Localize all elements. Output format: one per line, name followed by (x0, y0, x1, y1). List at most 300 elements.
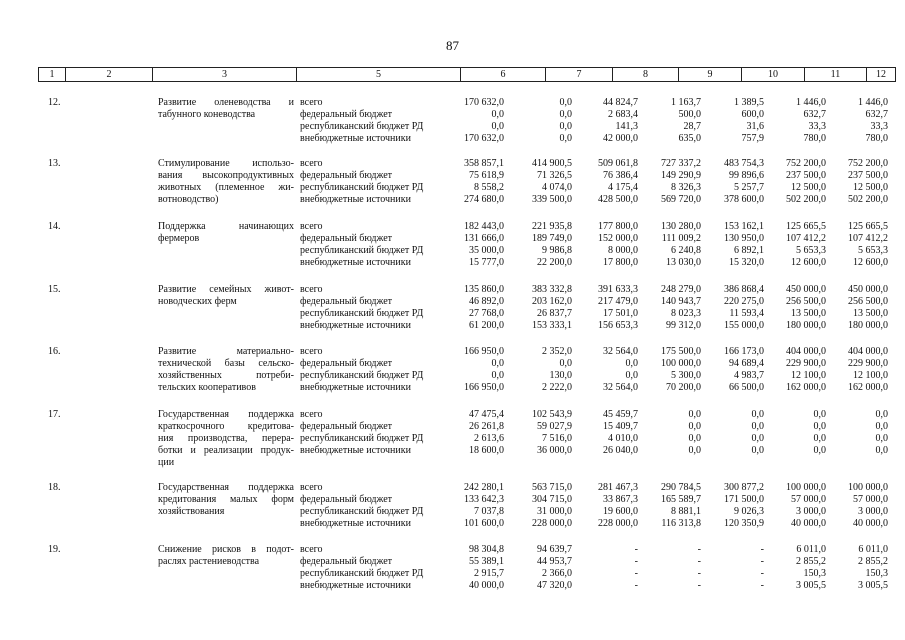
value-cell: 32 564,0 (603, 382, 638, 393)
funding-line (0, 194, 905, 206)
value-cell: 0,0 (559, 133, 572, 144)
value-cell: 5 300,0 (671, 370, 701, 381)
value-cell: 141,3 (615, 121, 638, 132)
row-name-line: Стимулирование использо- (158, 158, 294, 169)
row-number: 13. (48, 158, 61, 169)
value-cell: 40 000,0 (469, 580, 504, 591)
funding-source: всего (300, 482, 323, 493)
funding-line (0, 409, 905, 421)
value-cell: 4 983,7 (734, 370, 764, 381)
row-name-line: раслях растениеводства (158, 556, 260, 567)
row-name-line: Государственная поддержка (158, 482, 294, 493)
value-cell: 6 892,1 (734, 245, 764, 256)
value-cell: 150,3 (803, 568, 826, 579)
value-cell: 94 689,4 (729, 358, 764, 369)
value-cell: 166 950,0 (464, 346, 504, 357)
value-cell: 727 337,2 (661, 158, 701, 169)
value-cell: 155 000,0 (724, 320, 764, 331)
value-cell: 26 837,7 (537, 308, 572, 319)
value-cell: 32 564,0 (603, 346, 638, 357)
value-cell: 509 061,8 (598, 158, 638, 169)
funding-source: федеральный бюджет (300, 170, 393, 181)
funding-source: внебюджетные источники (300, 320, 411, 331)
value-cell: 180 000,0 (786, 320, 826, 331)
header-cell: 8 (613, 68, 679, 81)
funding-source: республиканский бюджет РД (300, 308, 424, 319)
value-cell: - (760, 544, 764, 555)
value-cell: 2 915,7 (474, 568, 504, 579)
value-cell: 162 000,0 (848, 382, 888, 393)
value-cell: 632,7 (803, 109, 826, 120)
value-cell: 1 389,5 (734, 97, 764, 108)
value-cell: 5 653,3 (858, 245, 888, 256)
value-cell: 26 040,0 (603, 445, 638, 456)
value-cell: 229 900,0 (848, 358, 888, 369)
value-cell: 221 935,8 (532, 221, 572, 232)
value-cell: 500,0 (678, 109, 701, 120)
value-cell: 4 010,0 (608, 433, 638, 444)
value-cell: 13 500,0 (853, 308, 888, 319)
value-cell: 0,0 (491, 121, 504, 132)
value-cell: 149 290,9 (661, 170, 701, 181)
funding-source: внебюджетные источники (300, 257, 411, 268)
value-cell: 7 037,8 (474, 506, 504, 517)
value-cell: - (697, 556, 701, 567)
funding-source: всего (300, 158, 323, 169)
value-cell: 46 892,0 (469, 296, 504, 307)
value-cell: 3 000,0 (858, 506, 888, 517)
value-cell: 248 279,0 (661, 284, 701, 295)
row-name-line: Развитие семейных живот- (158, 284, 294, 295)
row-number: 14. (48, 221, 61, 232)
funding-line (0, 482, 905, 494)
value-cell: 13 030,0 (666, 257, 701, 268)
value-cell: 2 683,4 (608, 109, 638, 120)
value-cell: 15 409,7 (603, 421, 638, 432)
funding-source: внебюджетные источники (300, 580, 411, 591)
value-cell: 36 000,0 (537, 445, 572, 456)
value-cell: 0,0 (813, 409, 826, 420)
value-cell: 57 000,0 (791, 494, 826, 505)
value-cell: 166 173,0 (724, 346, 764, 357)
value-cell: 61 200,0 (469, 320, 504, 331)
value-cell: 256 500,0 (848, 296, 888, 307)
value-cell: 0,0 (559, 358, 572, 369)
row-name-line: Поддержка начинающих (158, 221, 294, 232)
value-cell: 450 000,0 (848, 284, 888, 295)
header-cell: 11 (805, 68, 867, 81)
value-cell: 2 613,6 (474, 433, 504, 444)
value-cell: 153 162,1 (724, 221, 764, 232)
value-cell: 116 313,8 (661, 518, 701, 529)
value-cell: 563 715,0 (532, 482, 572, 493)
value-cell: 2 222,0 (542, 382, 572, 393)
value-cell: 59 027,9 (537, 421, 572, 432)
value-cell: 2 855,2 (796, 556, 826, 567)
header-cell: 6 (461, 68, 546, 81)
funding-line (0, 158, 905, 170)
funding-line (0, 245, 905, 257)
header-cell: 10 (742, 68, 805, 81)
value-cell: 0,0 (751, 421, 764, 432)
funding-line (0, 506, 905, 518)
funding-line (0, 170, 905, 182)
funding-source: внебюджетные источники (300, 194, 411, 205)
funding-source: всего (300, 97, 323, 108)
funding-source: всего (300, 221, 323, 232)
value-cell: 100 000,0 (786, 482, 826, 493)
value-cell: 42 000,0 (603, 133, 638, 144)
funding-source: внебюджетные источники (300, 382, 411, 393)
funding-source: республиканский бюджет РД (300, 506, 424, 517)
funding-source: всего (300, 284, 323, 295)
value-cell: 0,0 (875, 409, 888, 420)
value-cell: 189 749,0 (532, 233, 572, 244)
funding-line (0, 580, 905, 592)
value-cell: 6 011,0 (858, 544, 888, 555)
value-cell: 6 240,8 (671, 245, 701, 256)
value-cell: 11 593,4 (729, 308, 764, 319)
value-cell: 131 666,0 (464, 233, 504, 244)
value-cell: 31 000,0 (537, 506, 572, 517)
value-cell: 55 389,1 (469, 556, 504, 567)
funding-source: всего (300, 409, 323, 420)
value-cell: 8 000,0 (608, 245, 638, 256)
value-cell: 12 100,0 (853, 370, 888, 381)
value-cell: 99 312,0 (666, 320, 701, 331)
value-cell: 414 900,5 (532, 158, 572, 169)
value-cell: 177 800,0 (598, 221, 638, 232)
value-cell: 256 500,0 (786, 296, 826, 307)
value-cell: 13 500,0 (791, 308, 826, 319)
value-cell: 111 009,2 (661, 233, 701, 244)
value-cell: 66 500,0 (729, 382, 764, 393)
header-cell: 9 (679, 68, 742, 81)
value-cell: 165 589,7 (661, 494, 701, 505)
row-number: 12. (48, 97, 61, 108)
value-cell: 7 516,0 (542, 433, 572, 444)
value-cell: 0,0 (491, 358, 504, 369)
value-cell: 483 754,3 (724, 158, 764, 169)
value-cell: 12 100,0 (791, 370, 826, 381)
value-cell: 102 543,9 (532, 409, 572, 420)
row-name-line: вания высокопродуктивных (158, 170, 294, 181)
value-cell: 99 896,6 (729, 170, 764, 181)
value-cell: 17 501,0 (603, 308, 638, 319)
value-cell: 156 653,3 (598, 320, 638, 331)
funding-source: республиканский бюджет РД (300, 121, 424, 132)
value-cell: 300 877,2 (724, 482, 764, 493)
funding-source: федеральный бюджет (300, 494, 393, 505)
row-number: 18. (48, 482, 61, 493)
value-cell: - (634, 544, 638, 555)
value-cell: 125 665,5 (848, 221, 888, 232)
value-cell: 569 720,0 (661, 194, 701, 205)
value-cell: - (697, 544, 701, 555)
value-cell: 33 867,3 (603, 494, 638, 505)
funding-source: республиканский бюджет РД (300, 568, 424, 579)
funding-line (0, 97, 905, 109)
row-number: 19. (48, 544, 61, 555)
value-cell: 15 320,0 (729, 257, 764, 268)
value-cell: 130 280,0 (661, 221, 701, 232)
value-cell: 290 784,5 (661, 482, 701, 493)
row-name-line: Развитие материально- (158, 346, 294, 357)
value-cell: 12 600,0 (853, 257, 888, 268)
value-cell: 220 275,0 (724, 296, 764, 307)
row-name-line: животных (племенное жи- (158, 182, 294, 193)
value-cell: 0,0 (751, 433, 764, 444)
value-cell: 100 000,0 (848, 482, 888, 493)
row-name-line: табунного коневодства (158, 109, 256, 120)
funding-line (0, 284, 905, 296)
row-name-line: Развитие оленеводства и (158, 97, 294, 108)
funding-source: федеральный бюджет (300, 358, 393, 369)
row-name-line: технической базы сельско- (158, 358, 294, 369)
value-cell: 0,0 (688, 409, 701, 420)
value-cell: 19 600,0 (603, 506, 638, 517)
value-cell: 1 163,7 (671, 97, 701, 108)
funding-line (0, 421, 905, 433)
value-cell: - (760, 556, 764, 567)
value-cell: 502 200,0 (848, 194, 888, 205)
value-cell: 107 412,2 (848, 233, 888, 244)
value-cell: 635,0 (678, 133, 701, 144)
value-cell: 153 333,1 (532, 320, 572, 331)
row-number: 15. (48, 284, 61, 295)
value-cell: 600,0 (741, 109, 764, 120)
value-cell: 404 000,0 (848, 346, 888, 357)
value-cell: 0,0 (751, 445, 764, 456)
funding-line (0, 182, 905, 194)
value-cell: 4 074,0 (542, 182, 572, 193)
value-cell: 33,3 (808, 121, 826, 132)
value-cell: 6 011,0 (796, 544, 826, 555)
value-cell: 0,0 (559, 97, 572, 108)
value-cell: 107 412,2 (786, 233, 826, 244)
funding-line (0, 221, 905, 233)
value-cell: 101 600,0 (464, 518, 504, 529)
value-cell: 404 000,0 (786, 346, 826, 357)
value-cell: 15 777,0 (469, 257, 504, 268)
value-cell: 40 000,0 (791, 518, 826, 529)
value-cell: 391 633,3 (598, 284, 638, 295)
page-number: 87 (446, 38, 459, 53)
value-cell: 175 500,0 (661, 346, 701, 357)
value-cell: 0,0 (875, 445, 888, 456)
value-cell: 182 443,0 (464, 221, 504, 232)
row-name-line: кредитования малых форм (158, 494, 294, 505)
value-cell: 0,0 (625, 370, 638, 381)
value-cell: 632,7 (865, 109, 888, 120)
value-cell: 120 350,9 (724, 518, 764, 529)
value-cell: 242 280,1 (464, 482, 504, 493)
value-cell: 1 446,0 (796, 97, 826, 108)
value-cell: 28,7 (683, 121, 701, 132)
funding-source: федеральный бюджет (300, 556, 393, 567)
value-cell: 339 500,0 (532, 194, 572, 205)
value-cell: 27 768,0 (469, 308, 504, 319)
value-cell: 170 632,0 (464, 133, 504, 144)
value-cell: 0,0 (688, 445, 701, 456)
row-name-line: тельских кооперативов (158, 382, 256, 393)
value-cell: 94 639,7 (537, 544, 572, 555)
value-cell: 304 715,0 (532, 494, 572, 505)
funding-line (0, 358, 905, 370)
value-cell: 0,0 (751, 409, 764, 420)
value-cell: 3 005,5 (796, 580, 826, 591)
value-cell: 0,0 (559, 109, 572, 120)
row-name-line: Снижение рисков в подот- (158, 544, 294, 555)
value-cell: 0,0 (559, 121, 572, 132)
funding-line (0, 257, 905, 269)
value-cell: 171 500,0 (724, 494, 764, 505)
value-cell: - (697, 580, 701, 591)
row-name-line: краткосрочного кредитова- (158, 421, 294, 432)
value-cell: 9 986,8 (542, 245, 572, 256)
value-cell: 0,0 (813, 433, 826, 444)
value-cell: 130 950,0 (724, 233, 764, 244)
row-name-line: хозяйствования (158, 506, 225, 517)
value-cell: 22 200,0 (537, 257, 572, 268)
value-cell: 0,0 (813, 421, 826, 432)
value-cell: 0,0 (813, 445, 826, 456)
value-cell: - (634, 556, 638, 567)
value-cell: 9 026,3 (734, 506, 764, 517)
funding-source: федеральный бюджет (300, 233, 393, 244)
row-name-line: ции (158, 457, 175, 468)
value-cell: 450 000,0 (786, 284, 826, 295)
value-cell: 1 446,0 (858, 97, 888, 108)
value-cell: 140 943,7 (661, 296, 701, 307)
value-cell: 18 600,0 (469, 445, 504, 456)
value-cell: 752 200,0 (786, 158, 826, 169)
value-cell: 166 950,0 (464, 382, 504, 393)
value-cell: 133 642,3 (464, 494, 504, 505)
row-number: 17. (48, 409, 61, 420)
value-cell: 70 200,0 (666, 382, 701, 393)
value-cell: 162 000,0 (786, 382, 826, 393)
value-cell: 170 632,0 (464, 97, 504, 108)
value-cell: 152 000,0 (598, 233, 638, 244)
funding-line (0, 433, 905, 445)
row-name-line: ния производства, перера- (158, 433, 294, 444)
header-cell: 12 (876, 69, 886, 80)
value-cell: 98 304,8 (469, 544, 504, 555)
value-cell: 75 618,9 (469, 170, 504, 181)
value-cell: 5 257,7 (734, 182, 764, 193)
funding-source: федеральный бюджет (300, 109, 393, 120)
value-cell: 125 665,5 (786, 221, 826, 232)
funding-line (0, 346, 905, 358)
value-cell: 203 162,0 (532, 296, 572, 307)
funding-line (0, 445, 905, 457)
value-cell: 237 500,0 (848, 170, 888, 181)
value-cell: 780,0 (865, 133, 888, 144)
header-cell: 5 (297, 68, 461, 81)
row-name-line: новодческих ферм (158, 296, 237, 307)
value-cell: 274 680,0 (464, 194, 504, 205)
value-cell: 26 261,8 (469, 421, 504, 432)
value-cell: 45 459,7 (603, 409, 638, 420)
row-name-line: Государственная поддержка (158, 409, 294, 420)
value-cell: 0,0 (625, 358, 638, 369)
value-cell: 0,0 (875, 421, 888, 432)
funding-line (0, 568, 905, 580)
funding-line (0, 494, 905, 506)
value-cell: 752 200,0 (848, 158, 888, 169)
value-cell: 150,3 (865, 568, 888, 579)
value-cell: 217 479,0 (598, 296, 638, 307)
value-cell: - (634, 580, 638, 591)
funding-source: федеральный бюджет (300, 421, 393, 432)
value-cell: 502 200,0 (786, 194, 826, 205)
value-cell: 12 500,0 (791, 182, 826, 193)
value-cell: 33,3 (870, 121, 888, 132)
value-cell: 71 326,5 (537, 170, 572, 181)
value-cell: 3 005,5 (858, 580, 888, 591)
value-cell: 31,6 (746, 121, 764, 132)
value-cell: 2 352,0 (542, 346, 572, 357)
funding-source: всего (300, 346, 323, 357)
value-cell: 135 860,0 (464, 284, 504, 295)
value-cell: 44 953,7 (537, 556, 572, 567)
funding-line (0, 133, 905, 145)
value-cell: 228 000,0 (532, 518, 572, 529)
value-cell: 76 386,4 (603, 170, 638, 181)
value-cell: 780,0 (803, 133, 826, 144)
value-cell: 229 900,0 (786, 358, 826, 369)
value-cell: 8 023,3 (671, 308, 701, 319)
value-cell: - (760, 568, 764, 579)
value-cell: 100 000,0 (661, 358, 701, 369)
header-cell: 3 (153, 68, 297, 81)
value-cell: 12 500,0 (853, 182, 888, 193)
funding-line (0, 296, 905, 308)
funding-source: внебюджетные источники (300, 133, 411, 144)
row-name-line: вотноводство) (158, 194, 219, 205)
value-cell: 3 000,0 (796, 506, 826, 517)
header-cell: 7 (546, 68, 613, 81)
funding-source: республиканский бюджет РД (300, 245, 424, 256)
row-name-line: ботки и реализации продук- (158, 445, 294, 456)
funding-source: республиканский бюджет РД (300, 370, 424, 381)
value-cell: 0,0 (491, 109, 504, 120)
funding-source: всего (300, 544, 323, 555)
row-name-line: фермеров (158, 233, 200, 244)
funding-source: внебюджетные источники (300, 445, 411, 456)
funding-line (0, 544, 905, 556)
value-cell: 4 175,4 (608, 182, 638, 193)
funding-line (0, 320, 905, 332)
header-cell: 2 (66, 68, 153, 81)
value-cell: 428 500,0 (598, 194, 638, 205)
value-cell: 378 600,0 (724, 194, 764, 205)
value-cell: 358 857,1 (464, 158, 504, 169)
funding-line (0, 382, 905, 394)
value-cell: 12 600,0 (791, 257, 826, 268)
header-cell: 1 (39, 68, 66, 81)
value-cell: 47 320,0 (537, 580, 572, 591)
value-cell: 237 500,0 (786, 170, 826, 181)
funding-source: федеральный бюджет (300, 296, 393, 307)
funding-source: внебюджетные источники (300, 518, 411, 529)
value-cell: 0,0 (688, 433, 701, 444)
value-cell: 228 000,0 (598, 518, 638, 529)
value-cell: 2 855,2 (858, 556, 888, 567)
value-cell: 386 868,4 (724, 284, 764, 295)
value-cell: 383 332,8 (532, 284, 572, 295)
